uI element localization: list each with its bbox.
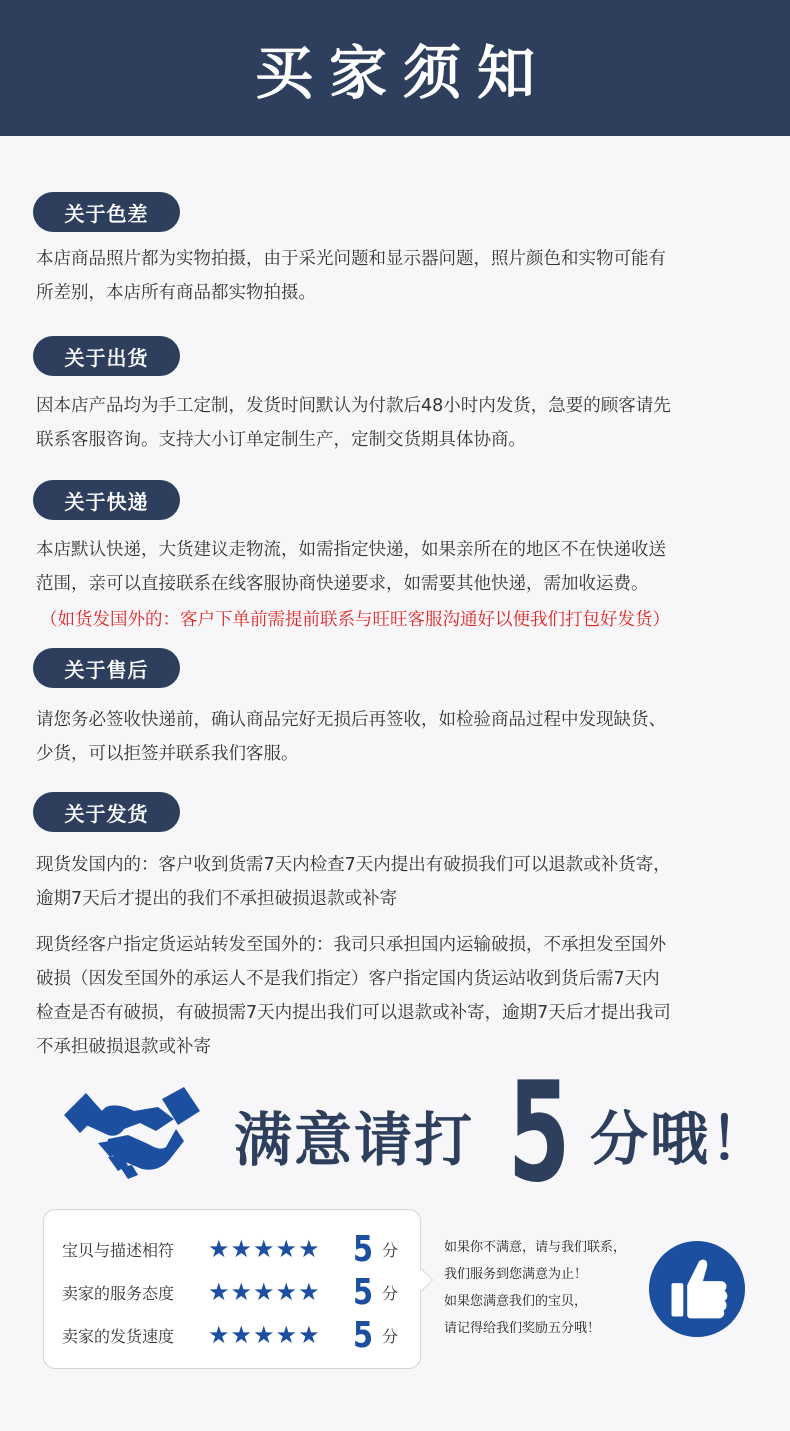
section-body-color-difference <box>36 242 766 310</box>
satisfaction-note <box>444 1234 654 1342</box>
paragraph-line: 不承担破损退款或补寄 <box>36 1037 211 1057</box>
paragraph-line: 检查是否有破损，有破损需7天内提出我们可以退款或补寄，逾期7天后才提出我司 <box>36 1003 671 1023</box>
banner-score-number: 5 <box>508 1052 571 1213</box>
note-line: 我们服务到您满意为止！ <box>444 1267 588 1282</box>
rating-row <box>62 1228 399 1270</box>
section-title-after-sales: 关于售后 <box>33 648 180 688</box>
paragraph-line: 现货经客户指定货运站转发至国外的：我司只承担国内运输破损，不承担发至国外 <box>36 935 666 955</box>
rating-row <box>62 1314 399 1356</box>
star-rating-icon: ★★★★★ <box>208 1235 321 1263</box>
rating-label: 卖家的服务态度 <box>62 1283 175 1303</box>
paragraph-line: 逾期7天后才提出的我们不承担破损退款或补寄 <box>36 889 398 909</box>
rating-score: 5 <box>352 1314 374 1356</box>
page-header <box>0 0 790 136</box>
paragraph-line: 联系客服咨询。支持大小订单定制生产，定制交货期具体协商。 <box>36 430 526 450</box>
star-rating-icon: ★★★★★ <box>208 1321 321 1349</box>
note-line: 请记得给我们奖励五分哦！ <box>444 1321 601 1336</box>
handshake-icon <box>62 1085 202 1183</box>
section-title-shipping-out: 关于出货 <box>33 336 180 376</box>
page-title: 买家须知 <box>254 39 551 107</box>
note-line: 如果您满意我们的宝贝， <box>444 1294 588 1309</box>
paragraph-line: 因本店产品均为手工定制，发货时间默认为付款后48小时内发货，急要的顾客请先 <box>36 396 671 416</box>
section-body-delivery-overseas <box>36 928 766 1064</box>
note-line: 如果你不满意，请与我们联系， <box>444 1240 627 1255</box>
paragraph-line: 少货，可以拒签并联系我们客服。 <box>36 744 299 764</box>
rating-row <box>62 1271 399 1313</box>
thumbs-up-icon <box>648 1240 746 1338</box>
star-rating-icon: ★★★★★ <box>208 1278 321 1306</box>
section-title-color-difference: 关于色差 <box>33 192 180 232</box>
section-body-express <box>36 533 766 601</box>
paragraph-line: 本店商品照片都为实物拍摄，由于采光问题和显示器问题，照片颜色和实物可能有 <box>36 249 666 269</box>
paragraph-line: 请您务必签收快递前，确认商品完好无损后再签收，如检验商品过程中发现缺货、 <box>36 710 666 730</box>
paragraph-line: 破损（因发至国外的承运人不是我们指定）客户指定国内货运站收到货后需7天内 <box>36 969 660 989</box>
banner-text-before: 满意请打 <box>234 1106 475 1174</box>
section-title-express: 关于快递 <box>33 480 180 520</box>
paragraph-line: 现货发国内的：客户收到货需7天内检查7天内提出有破损我们可以退款或补货寄， <box>36 855 671 875</box>
paragraph-line: 范围，亲可以直接联系在线客服协商快递要求，如需要其他快递，需加收运费。 <box>36 574 649 594</box>
section-title-delivery: 关于发货 <box>33 792 180 832</box>
paragraph-line: 本店默认快递，大货建议走物流，如需指定快递，如果亲所在的地区不在快递收送 <box>36 540 666 560</box>
overseas-shipping-note <box>40 603 770 637</box>
rating-unit: 分 <box>382 1326 399 1346</box>
rating-score: 5 <box>352 1271 374 1313</box>
rating-unit: 分 <box>382 1283 399 1303</box>
paragraph-line: 所差别，本店所有商品都实物拍摄。 <box>36 283 316 303</box>
rating-unit: 分 <box>382 1240 399 1260</box>
section-body-after-sales <box>36 703 766 771</box>
section-body-delivery-domestic <box>36 848 766 916</box>
section-body-shipping-out <box>36 389 766 457</box>
rating-score: 5 <box>352 1228 374 1270</box>
banner-text-after: 分哦！ <box>590 1105 771 1173</box>
banner-slogan <box>234 1090 474 1180</box>
warning-line: （如货发国外的：客户下单前需提前联系与旺旺客服沟通好以便我们打包好发货） <box>40 610 670 630</box>
rating-label: 卖家的发货速度 <box>62 1326 175 1346</box>
rating-label: 宝贝与描述相符 <box>62 1240 175 1260</box>
